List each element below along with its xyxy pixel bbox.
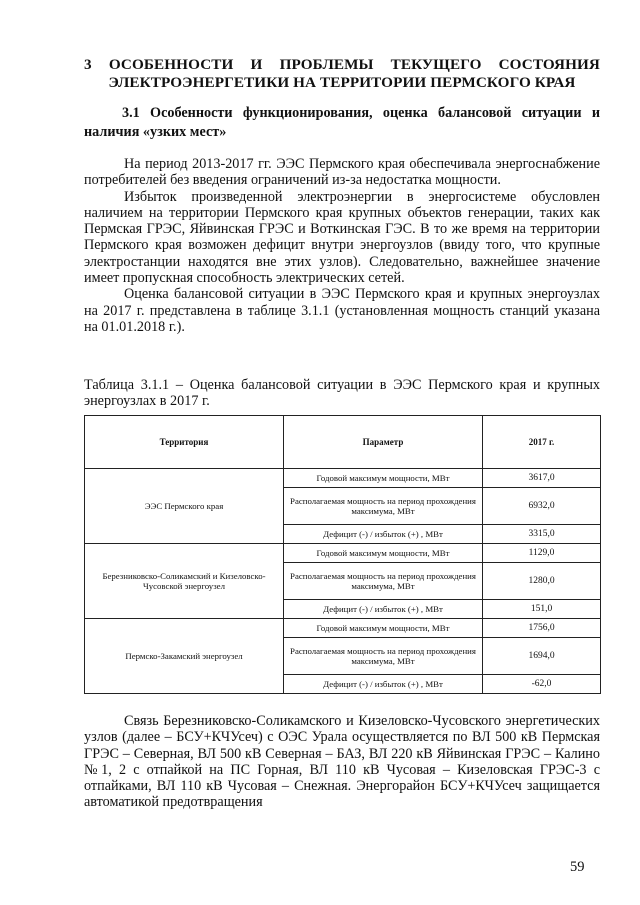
value-cell: 1756,0 xyxy=(483,618,601,637)
table-row xyxy=(85,469,601,488)
territory-cell: Пермско-Закамский энергоузел xyxy=(85,618,284,693)
continuation-text xyxy=(84,713,600,811)
parameter-cell: Дефицит (-) / избыток (+) , МВт xyxy=(284,674,483,693)
paragraph: На период 2013-2017 гг. ЭЭС Пермского края обеспечивала энергоснабжение потребителей без введения ограничений из-за недостатка мощности. xyxy=(84,156,600,189)
parameter-cell: Дефицит (-) / избыток (+) , МВт xyxy=(284,524,483,543)
subsection-title: 3.1 Особенности функционирования, оценка балансовой ситуации и наличия «узких мест» xyxy=(84,105,600,140)
column-header: 2017 г. xyxy=(483,416,601,469)
table-row xyxy=(85,618,601,637)
parameter-cell: Располагаемая мощность на период прохождения максимума, МВт xyxy=(284,488,483,525)
territory-cell: ЭЭС Пермского края xyxy=(85,469,284,544)
parameter-cell: Дефицит (-) / избыток (+) , МВт xyxy=(284,599,483,618)
parameter-cell: Годовой максимум мощности, МВт xyxy=(284,618,483,637)
section-title: 3 ОСОБЕННОСТИ И ПРОБЛЕМЫ ТЕКУЩЕГО СОСТОЯНИЯ ЭЛЕКТРОЭНЕРГЕТИКИ НА ТЕРРИТОРИИ ПЕРМСКОГО КРАЯ xyxy=(84,56,600,91)
column-header: Территория xyxy=(85,416,284,469)
intro-text xyxy=(84,156,600,335)
paragraph: Оценка балансовой ситуации в ЭЭС Пермского края и крупных энергоузлах на 2017 г. представлена в таблице 3.1.1 (установленная мощность станций указана на 01.01.2018 г.). xyxy=(84,286,600,335)
balance-table xyxy=(84,415,601,694)
value-cell: 151,0 xyxy=(483,599,601,618)
paragraph: Избыток произведенной электроэнергии в энергосистеме обусловлен наличием на территории Пермского края крупных объектов генерации, таких как Пермская ГРЭС, Яйвинская ГРЭС и Воткинская ГЭС. В то же время на территории Пермского края возможен дефицит внутри энергоузлов (ввиду того, что крупные электростанции находятся вне этих узлов). Следовательно, важнейшее значение имеет пропускная способность электрических сетей. xyxy=(84,188,600,287)
value-cell: 1129,0 xyxy=(483,543,601,562)
parameter-cell: Годовой максимум мощности, МВт xyxy=(284,543,483,562)
value-cell: 3315,0 xyxy=(483,524,601,543)
value-cell: 1694,0 xyxy=(483,638,601,675)
column-header: Параметр xyxy=(284,416,483,469)
table-row xyxy=(85,543,601,562)
parameter-cell: Располагаемая мощность на период прохождения максимума, МВт xyxy=(284,563,483,600)
parameter-cell: Годовой максимум мощности, МВт xyxy=(284,469,483,488)
territory-cell: Березниковско-Соликамский и Кизеловско-Чусовской энергоузел xyxy=(85,543,284,618)
page-number: 59 xyxy=(570,859,585,875)
parameter-cell: Располагаемая мощность на период прохождения максимума, МВт xyxy=(284,638,483,675)
table-caption: Таблица 3.1.1 – Оценка балансовой ситуации в ЭЭС Пермского края и крупных энергоузлах в 2017 г. xyxy=(84,377,600,409)
value-cell: 1280,0 xyxy=(483,563,601,600)
table-header-row xyxy=(85,416,601,469)
value-cell: 3617,0 xyxy=(483,469,601,488)
value-cell: -62,0 xyxy=(483,674,601,693)
value-cell: 6932,0 xyxy=(483,488,601,525)
paragraph: Связь Березниковско-Соликамского и Кизеловско-Чусовского энергетических узлов (далее – БСУ+КЧУсеч) с ОЭС Урала осуществляется по ВЛ 500 кВ Пермская ГРЭС – Северная, ВЛ 500 кВ Северная – БАЗ, ВЛ 220 кВ Яйвинская ГРЭС – Калино №1, 2 с отпайкой на ПС Горная, ВЛ 110 кВ Чусовая – Кизеловская ГРЭС-3 с отпайками, ВЛ 110 кВ Чусовая – Снежная. Энергорайон БСУ+КЧУсеч защищается автоматикой предотвращения xyxy=(84,713,600,811)
